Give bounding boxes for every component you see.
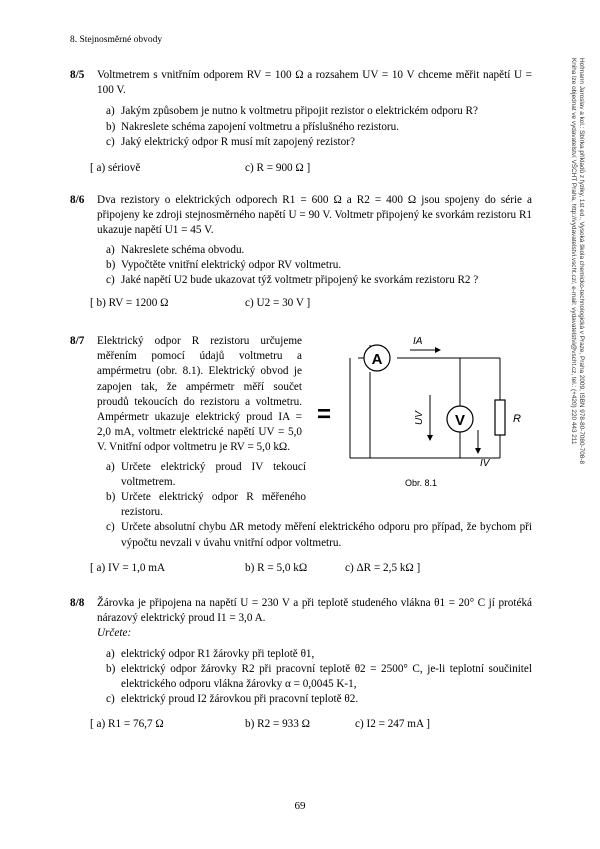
answer-line	[70, 717, 532, 733]
figure-caption: Obr. 8.1	[405, 478, 438, 488]
problem-text: Dva rezistory o elektrických odporech R1 = 600 Ω a R2 = 400 Ω jsou spojeny do série a připojeny ke zdroji stejnosměrného napětí U = 90 V. Voltmetr připojený ke svorkám rezistoru R1 ukazuje napětí U1 = 45 V.	[97, 194, 532, 237]
subtask: a) Nakreslete schéma obvodu.	[106, 243, 245, 256]
subtask: c) Jaké napětí U2 bude ukazovat týž voltmetr připojený ke svorkám rezistoru R2 ?	[106, 274, 479, 287]
side-note-line-2: Kniha lze objednat ve vydavatelství VŠCHT Praha, http://vydavatelstvi.vscht.cz/, e-mail: vydavatelstvi@vscht.cz, tel.: (+420) 220 443 211	[570, 58, 577, 445]
answer: [ a) IV = 1,0 mA	[90, 561, 166, 574]
iv-arrowhead	[475, 448, 481, 454]
subtask: c) elektrický proud I2 žárovkou při pracovní teplotě θ2.	[106, 693, 359, 706]
answer: b) R = 5,0 kΩ	[245, 561, 308, 574]
problem-text: Žárovka je připojena na napětí U = 230 V a při teplotě studeného vlákna θ1 = 20° C jí protéká nárazový elektrický proud I1 = 3,0 A.	[97, 597, 532, 625]
side-note-line-1: Hofmann Jaroslav a kol.: Sbírka příkladů z fyziky, 1st ed., Vysoká škola chemicko-technologická v Praze, Praha 2009, ISBN 978-80-7080-708-8	[578, 58, 585, 465]
problem-number: 8/6	[70, 194, 85, 206]
answer-line	[70, 561, 532, 577]
answer: c) U2 = 30 V ]	[245, 297, 311, 310]
ia-label: IA	[413, 336, 423, 347]
subtask: c) Určete absolutní chybu ΔR metody měření elektrického odporu pro případ, že bychom při výpočtu nevzali v úvahu vnitřní odpor voltmetru.	[106, 521, 532, 549]
resistor-label: R	[513, 413, 521, 425]
subtask: c) Jaký elektrický odpor R musí mít zapojený rezistor?	[106, 135, 355, 148]
iv-label: IV	[480, 458, 490, 469]
problem-number: 8/5	[70, 69, 85, 81]
problem-number: 8/8	[70, 597, 85, 609]
answer: c) R = 900 Ω ]	[245, 162, 311, 175]
subtask-list	[106, 104, 532, 150]
answer: c) I2 = 247 mA ]	[355, 718, 430, 731]
problem-number: 8/7	[70, 335, 85, 347]
subtask: a) Jakým způsobem je nutno k voltmetru připojit rezistor o elektrickém odporu R?	[106, 105, 478, 118]
problem-8-5	[70, 68, 532, 177]
subtask: b) elektrický odpor žárovky R2 při pracovní teplotě θ2 = 2500° C, je-li teplotní součinitel elektrického odporu vlákna žárovky α = 0,0045 K-1,	[106, 662, 532, 691]
uv-arrowhead	[427, 435, 433, 441]
answer: [ a) R1 = 76,7 Ω	[90, 718, 164, 731]
resistor	[495, 400, 505, 435]
problem-text: Elektrický odpor R rezistoru určujeme měřením pomocí údajů voltmetru a ampérmetru (obr. 8.1). Elektrický obvod je zapojen tak, že ampérmetr měří součet proudů tekoucích do rezistoru a voltmetru. Ampérmetr ukazuje elektrický proud IA = 2,0 mA, voltmetr elektrické napětí UV = 5,0 V. Vnitřní odpor voltmetru je RV = 5,0 kΩ.	[97, 335, 302, 454]
answer: b) R2 = 933 Ω	[245, 718, 310, 731]
problem-8-6	[70, 193, 532, 312]
circuit-diagram	[310, 330, 540, 500]
side-note	[569, 58, 585, 464]
ia-arrowhead	[435, 347, 441, 353]
problem-text: Voltmetrem s vnitřním odporem RV = 100 Ω a rozsahem UV = 10 V chceme měřit napětí U = 100 V.	[97, 69, 532, 97]
subtask: a) Určete elektrický proud IV tekoucí voltmetrem.	[106, 460, 306, 488]
subtask-list	[106, 243, 532, 289]
subtask: b) Určete elektrický odpor R měřeného rezistoru.	[106, 491, 306, 519]
subtask: b) Vypočtěte vnitřní elektrický odpor RV voltmetru.	[106, 258, 342, 271]
subtask: b) Nakreslete schéma zapojení voltmetru a příslušného rezistoru.	[106, 120, 400, 133]
answer: [ a) sériově	[90, 162, 141, 175]
uv-label: UV	[414, 411, 425, 425]
voltmeter-label: V	[454, 412, 466, 429]
answer-line	[70, 296, 532, 312]
determine-label: Určete:	[97, 627, 132, 640]
subtask: a) elektrický odpor R1 žárovky při teplotě θ1,	[106, 647, 315, 660]
source-symbol: =	[316, 401, 332, 428]
running-header: 8. Stejnosměrné obvody	[70, 35, 163, 45]
answer: c) ΔR = 2,5 kΩ ]	[345, 561, 421, 574]
answer-line	[70, 161, 532, 177]
page-number: 69	[294, 800, 306, 812]
problem-8-8	[70, 596, 532, 733]
answer: [ b) RV = 1200 Ω	[90, 297, 169, 310]
ammeter-label: A	[371, 351, 383, 368]
subtask-list	[106, 647, 532, 708]
